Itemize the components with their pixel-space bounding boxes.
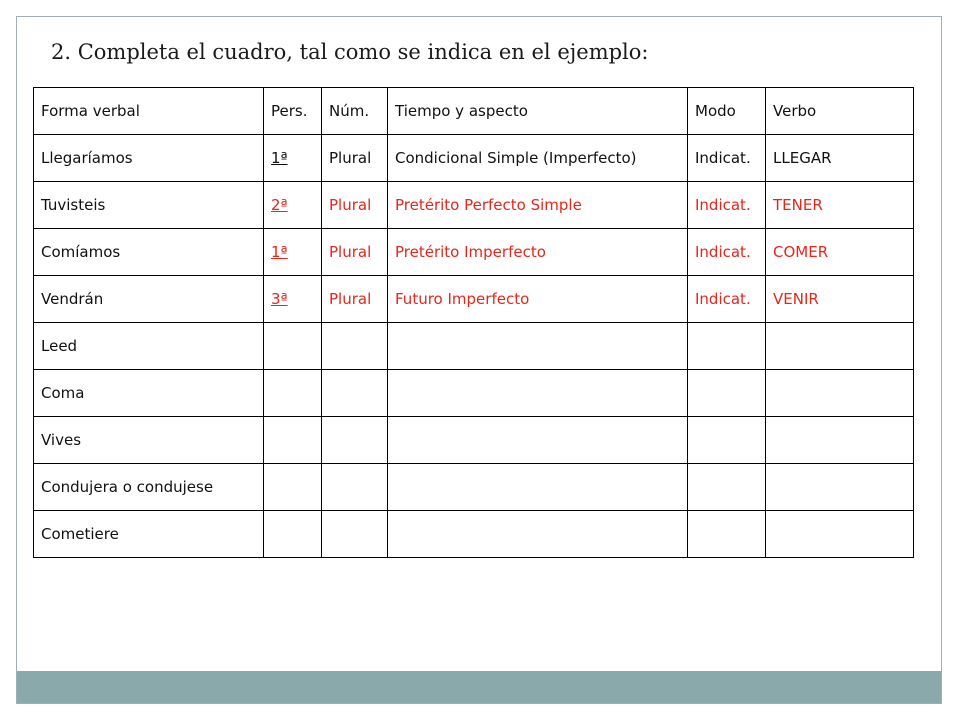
cell-tiempo-aspecto [388,511,688,558]
cell-verbo [766,323,914,370]
cell-verbo: VENIR [766,276,914,323]
cell-tiempo-aspecto [388,323,688,370]
cell-modo [688,323,766,370]
cell-tiempo-aspecto: Futuro Imperfecto [388,276,688,323]
cell-modo: Indicat. [688,135,766,182]
cell-verbo: COMER [766,229,914,276]
cell-tiempo-aspecto: Pretérito Perfecto Simple [388,182,688,229]
cell-forma-verbal: Comíamos [34,229,264,276]
table-row [34,511,914,558]
cell-num: Plural [322,229,388,276]
cell-modo: Indicat. [688,276,766,323]
table-row [34,135,914,182]
header-verbo: Verbo [766,88,914,135]
cell-tiempo-aspecto [388,370,688,417]
cell-pers [264,370,322,417]
cell-num [322,417,388,464]
cell-tiempo-aspecto [388,464,688,511]
cell-pers [264,323,322,370]
cell-num [322,511,388,558]
cell-tiempo-aspecto [388,417,688,464]
cell-modo [688,417,766,464]
cell-num: Plural [322,276,388,323]
cell-forma-verbal: Leed [34,323,264,370]
cell-verbo [766,370,914,417]
cell-num [322,323,388,370]
cell-pers: 2ª [264,182,322,229]
cell-modo: Indicat. [688,229,766,276]
verb-table [33,87,914,558]
cell-modo: Indicat. [688,182,766,229]
cell-verbo [766,464,914,511]
slide-title: 2. Completa el cuadro, tal como se indica en el ejemplo: [51,40,649,64]
cell-num: Plural [322,182,388,229]
cell-pers: 3ª [264,276,322,323]
cell-verbo: LLEGAR [766,135,914,182]
cell-forma-verbal: Vendrán [34,276,264,323]
cell-num [322,464,388,511]
cell-tiempo-aspecto: Pretérito Imperfecto [388,229,688,276]
header-forma-verbal: Forma verbal [34,88,264,135]
cell-pers: 1ª [264,135,322,182]
cell-forma-verbal: Coma [34,370,264,417]
cell-pers [264,464,322,511]
cell-forma-verbal: Cometiere [34,511,264,558]
cell-modo [688,464,766,511]
cell-tiempo-aspecto: Condicional Simple (Imperfecto) [388,135,688,182]
header-modo: Modo [688,88,766,135]
cell-forma-verbal: Condujera o condujese [34,464,264,511]
table-header-row [34,88,914,135]
table-row [34,182,914,229]
cell-pers [264,417,322,464]
cell-num [322,370,388,417]
table-row [34,276,914,323]
header-pers: Pers. [264,88,322,135]
cell-pers [264,511,322,558]
header-num: Núm. [322,88,388,135]
table-row [34,464,914,511]
cell-modo [688,370,766,417]
table-row [34,370,914,417]
cell-verbo: TENER [766,182,914,229]
cell-forma-verbal: Tuvisteis [34,182,264,229]
footer-bar [17,671,941,703]
cell-pers: 1ª [264,229,322,276]
header-tiempo-aspecto: Tiempo y aspecto [388,88,688,135]
cell-forma-verbal: Llegaríamos [34,135,264,182]
cell-modo [688,511,766,558]
table-row [34,323,914,370]
cell-verbo [766,511,914,558]
table-row [34,417,914,464]
cell-verbo [766,417,914,464]
cell-num: Plural [322,135,388,182]
table-row [34,229,914,276]
cell-forma-verbal: Vives [34,417,264,464]
